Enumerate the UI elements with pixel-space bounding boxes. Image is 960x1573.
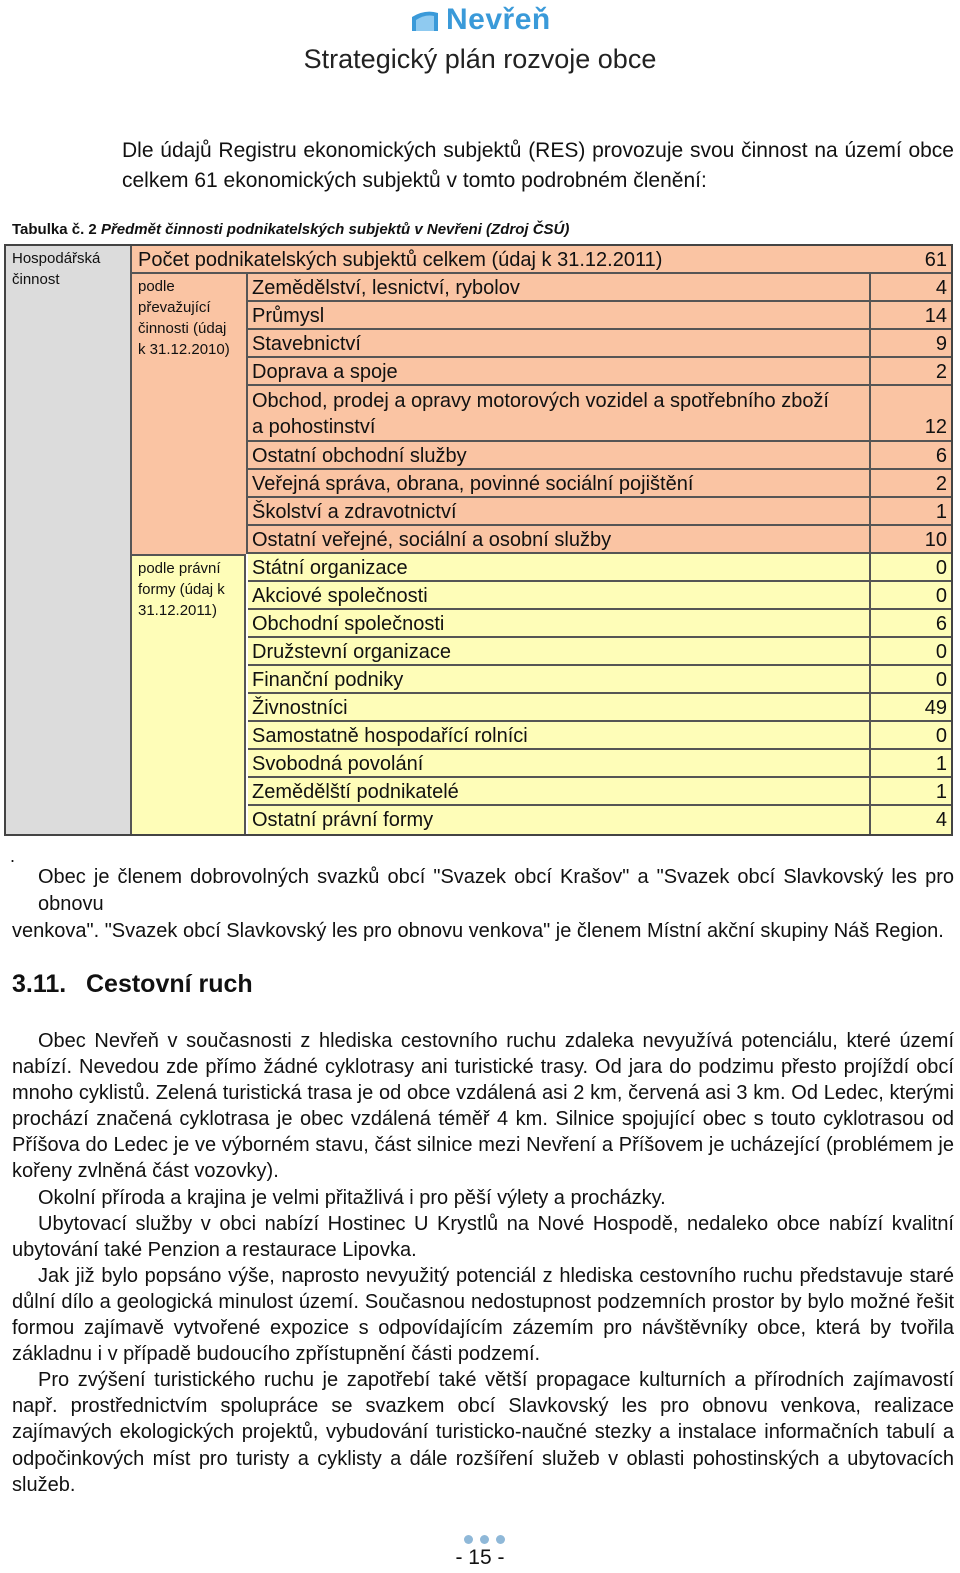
table-rows xyxy=(248,274,951,834)
table-row xyxy=(248,554,951,582)
group-column xyxy=(132,274,248,834)
row-label: Ostatní právní formy xyxy=(252,809,434,831)
section-label-cell xyxy=(6,246,132,834)
row-label: Zemědělští podnikatelé xyxy=(252,781,459,803)
row-value: 0 xyxy=(869,582,951,608)
group-legal-label: podle právní formy (údaj k 31.12.2011) xyxy=(138,560,225,619)
total-label: Počet podnikatelských subjektů celkem (údaj k 31.12.2011) xyxy=(138,249,663,271)
logo-text: Nevřeň xyxy=(446,3,551,36)
section-label: Hospodářská činnost xyxy=(12,250,101,288)
row-value: 9 xyxy=(869,330,951,356)
group-activity-label: podle převažující činnosti (údaj k 31.12.2010) xyxy=(138,278,230,358)
business-table xyxy=(4,244,953,836)
row-label: Zemědělství, lesnictví, rybolov xyxy=(252,277,520,299)
section-number: 3.11. xyxy=(12,970,67,998)
row-label: Svobodná povolání xyxy=(252,753,424,775)
membership-line-2: venkova". "Svazek obcí Slavkovský les pro obnovu venkova" je členem Místní akční skupiny Náš Region. xyxy=(12,920,944,942)
caption-title: Předmět činnosti podnikatelských subjektů v Nevřeni (Zdroj ČSÚ) xyxy=(100,221,570,238)
row-label: Finanční podniky xyxy=(252,669,404,691)
row-value: 4 xyxy=(869,806,951,834)
paragraph: Pro zvýšení turistického ruchu je zapotřebí také větší propagace kulturních a přírodních zajímavostí např. prostřednictvím spolupráce se svazkem obcí Slavkovský les pro obnovu venkova, realizace zajímavých ekologických projektů, vybudování turisticko-naučné stezky a instalace informačních tabulí a odpočinkových míst pro turisty a cyklisty a dále rozšíření služeb v oblasti pohostinských a ubytovacích služeb. xyxy=(12,1369,954,1496)
table-row xyxy=(248,470,951,498)
paragraph: Ubytovací služby v obci nabízí Hostinec U Krystlů na Nové Hospodě, nedaleko obce nabízí kvalitní ubytování také Penzion a restaurace Lipovka. xyxy=(12,1212,954,1261)
row-label: Státní organizace xyxy=(252,557,408,579)
total-value: 61 xyxy=(924,249,947,271)
table-row xyxy=(248,750,951,778)
row-value: 6 xyxy=(869,610,951,636)
row-label: Akciové společnosti xyxy=(252,585,428,607)
footer-dots xyxy=(464,1535,505,1544)
row-label: Obchod, prodej a opravy motorových vozidel a spotřebního zboží a pohostinství xyxy=(252,390,829,438)
paragraph: Jak již bylo popsáno výše, naprosto nevyužitý potenciál z hlediska cestovního ruchu představuje staré důlní dílo a geologická minulost území. Současnou nedostupnost podzemních prostor by bylo možné řešit formou zajímavě vytvořené expozice s odpovídajícím zázemím pro návštěvníky obce, která by tvořila základnu i v případě budoucího zpřístupnění části podzemí. xyxy=(12,1264,954,1366)
row-value: 4 xyxy=(869,274,951,300)
table-row xyxy=(248,274,951,302)
row-label: Živnostníci xyxy=(252,697,348,719)
page-header xyxy=(0,0,960,90)
paragraph: Okolní příroda a krajina je velmi přitažlivá i pro pěší výlety a procházky. xyxy=(38,1186,666,1209)
row-label: Veřejná správa, obrana, povinné sociální pojištění xyxy=(252,473,694,495)
stray-dot: . xyxy=(10,846,16,866)
table-row xyxy=(248,498,951,526)
group-legal-cell xyxy=(132,554,246,834)
row-value: 12 xyxy=(869,386,951,440)
section-heading xyxy=(12,970,253,999)
page-number: - 15 - xyxy=(455,1546,505,1569)
table-row xyxy=(248,694,951,722)
row-label: Stavebnictví xyxy=(252,333,361,355)
membership-paragraph xyxy=(12,864,954,945)
row-value: 0 xyxy=(869,554,951,580)
table-row xyxy=(248,806,951,834)
caption-prefix: Tabulka č. 2 xyxy=(12,221,97,238)
row-label: Průmysl xyxy=(252,305,325,327)
row-value: 14 xyxy=(869,302,951,328)
intro-paragraph: Dle údajů Registru ekonomických subjektů (RES) provozuje svou činnost na území obce celkem 61 ekonomických subjektů v tomto podrobném členění: xyxy=(122,139,954,192)
row-value: 1 xyxy=(869,778,951,804)
table-row xyxy=(248,442,951,470)
document-title: Strategický plán rozvoje obce xyxy=(303,44,657,74)
table-row xyxy=(248,582,951,610)
section-body xyxy=(12,1028,954,1498)
table-row xyxy=(248,330,951,358)
row-label: Školství a zdravotnictví xyxy=(252,501,457,523)
table-row xyxy=(248,666,951,694)
table-row xyxy=(248,358,951,386)
table-row xyxy=(248,722,951,750)
row-value: 10 xyxy=(869,526,951,552)
row-label: Samostatně hospodařící rolníci xyxy=(252,725,528,747)
table-caption xyxy=(12,221,569,238)
table-row xyxy=(248,778,951,806)
row-value: 2 xyxy=(869,358,951,384)
row-value: 1 xyxy=(869,750,951,776)
row-value: 0 xyxy=(869,666,951,692)
table-row xyxy=(248,638,951,666)
row-label: Doprava a spoje xyxy=(252,361,398,383)
group-activity-cell xyxy=(132,274,248,554)
table-row xyxy=(248,526,951,554)
row-value: 6 xyxy=(869,442,951,468)
row-label: Obchodní společnosti xyxy=(252,613,445,635)
row-value: 49 xyxy=(869,694,951,720)
row-label: Družstevní organizace xyxy=(252,641,451,663)
row-label: Ostatní veřejné, sociální a osobní služby xyxy=(252,529,612,551)
table-row xyxy=(248,386,951,442)
row-label: Ostatní obchodní služby xyxy=(252,445,467,467)
logo xyxy=(410,2,551,38)
membership-line-1: Obec je členem dobrovolných svazků obcí "Svazek obcí Krašov" a "Svazek obcí Slavkovský les pro obnovu xyxy=(38,866,954,915)
table-row xyxy=(248,302,951,330)
paragraph: Obec Nevřeň v současnosti z hlediska cestovního ruchu zdaleka nevyužívá potenciálu, které území nabízí. Nevedou zde přímo žádné cyklotrasy ani turistické trasy. Od jara do podzimu přesto projíždí obcí mnoho cyklistů. Zelená turistická trasa je od obce vzdálená asi 2 km, červená asi 3 km. Od Ledec, kterými prochází značená cyklotrasa je obec vzdálená téměř 4 km. Silnice spojující obec s touto cyklotrasou od Příšova do Ledec je ve výborném stavu, část silnice mezi Nevření a Příšovem je ucházející (problémem je kořeny zvlněná část vozovky). xyxy=(12,1030,954,1183)
logo-icon xyxy=(410,7,440,33)
row-value: 0 xyxy=(869,638,951,664)
row-value: 1 xyxy=(869,498,951,524)
total-row xyxy=(132,246,951,274)
section-title: Cestovní ruch xyxy=(86,970,253,998)
row-value: 2 xyxy=(869,470,951,496)
table-row xyxy=(248,610,951,638)
row-value: 0 xyxy=(869,722,951,748)
